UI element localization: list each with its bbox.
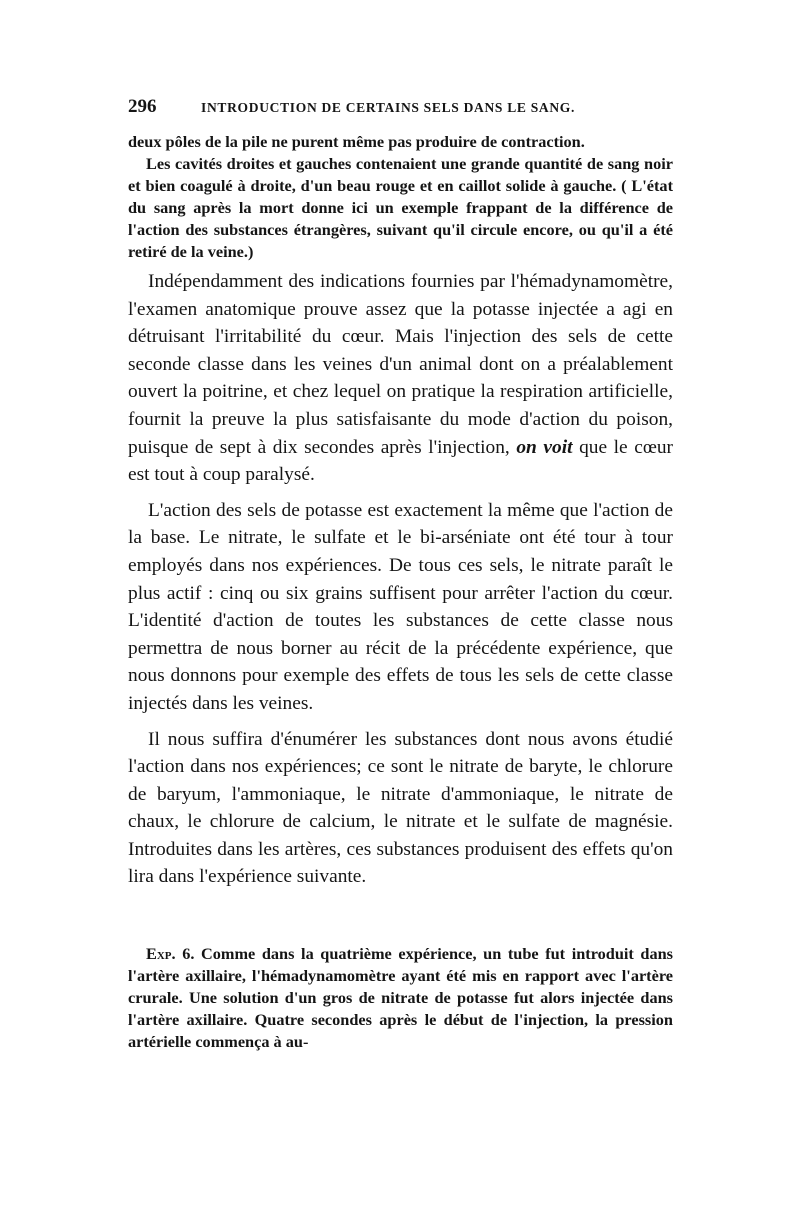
paragraph-enumerer: Il nous suffira d'énumérer les substances dont nous avons étudié l'action dans nos expériences; ce sont le nitrate de baryte, le chlorure de baryum, l'ammoniaque, le nitrate d'ammoniaque, le nitrate de chaux, le chlorure de calcium, le nitrate et le sulfate de magnésie. Introduites dans les artères, ces substances produisent des effets qu'on lira dans l'expérience suivante. — [128, 728, 673, 888]
running-title: INTRODUCTION DE CERTAINS SELS DANS LE SANG. — [201, 100, 576, 115]
text-run: Indépendamment des indications fournies par l'hémadynamomètre, l'examen anatomique prouve assez que la potasse injectée a agi en détruisant l'irritabilité du cœur. Mais l'injection des sels de cette seconde classe dans les veines d'un animal dont on a préalablement ouvert la poitrine, et chez lequel on pratique la respiration artificielle, fournit la preuve la plus satisfaisante du mode d'action du poison, puisque de sept à dix secondes après l'injection, — [128, 271, 673, 458]
paragraph-continuation: deux pôles de la pile ne purent même pas produire de contraction. — [128, 132, 585, 151]
text-run: Comme dans la quatrième expérience, un tube fut introduit dans l'artère axillaire, l'hémadynamomètre ayant été mis en rapport avec l'artère crurale. Une solution d'un gros de nitrate de potasse fut alors injectée dans l'artère axillaire. Quatre secondes après le début de l'injection, la pression artérielle commença à au- — [128, 944, 673, 1051]
page-header — [128, 96, 673, 122]
experiment-block — [128, 943, 673, 1053]
paragraph-experiment-6 — [128, 943, 673, 1053]
paragraph-action-sels: L'action des sels de potasse est exactement la même que l'action de la base. Le nitrate, le sulfate et le bi-arséniate ont été tour à tour employés dans nos expériences. De tous ces sels, le nitrate paraît le plus actif : cinq ou six grains suffisent pour arrêter l'action du cœur. L'identité d'action de toutes les substances de cette classe nous permettra de nous borner au récit de la précédente expérience, que nous donnons pour exemple des effets de tous les sels de cette classe injectés dans les veines. — [128, 499, 673, 714]
small-block-top — [128, 131, 673, 262]
body-text — [128, 268, 673, 899]
paragraph-cavities: Les cavités droites et gauches contenaient une grande quantité de sang noir et bien coagulé à droite, d'un beau rouge et en caillot solide à gauche. ( L'état du sang après la mort donne ici un exemple frappant de la différence de l'action des substances étrangères, suivant qu'il circule encore, ou qu'il a été retiré de la veine.) — [128, 153, 673, 261]
experiment-label: Exp. 6. — [146, 944, 195, 963]
paragraph-independamment — [128, 268, 673, 489]
text-run: que le cœur est tout à coup paralysé. — [128, 436, 673, 486]
page-number: 296 — [128, 96, 157, 117]
italic-run: on voit — [516, 436, 573, 458]
